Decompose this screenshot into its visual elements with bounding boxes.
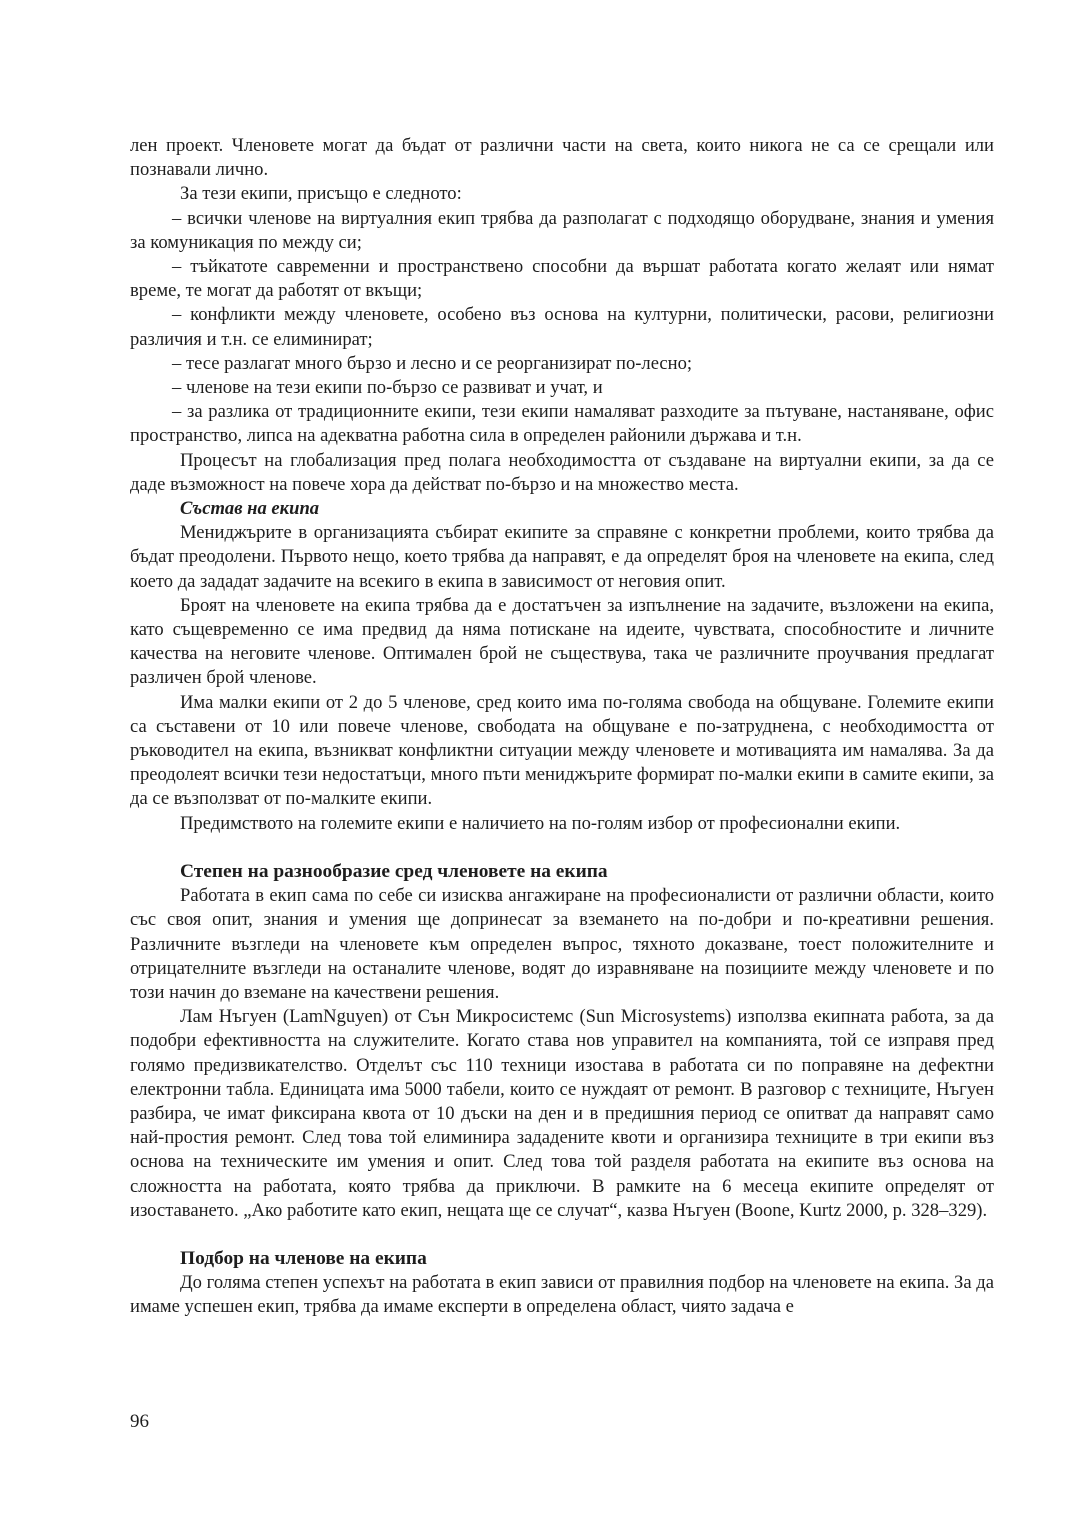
subheading-team-composition: Състав на екипа — [180, 498, 320, 520]
paragraph: Процесът на глобализация пред полага необходимостта от създаване на виртуални екипи, за да се даде възможност на повече хора да действат по-бързо и на множество места. — [130, 449, 994, 495]
list-item: – членове на тези екипи по-бързо се развиват и учат, и — [172, 377, 603, 399]
paragraph: Има малки екипи от 2 до 5 членове, сред които има по-голяма свобода на общуване. Големите екипи са съставени от 10 или повече членове, свободата на общуване е по-затруднена, с необходимостта от ръководител на екипа, възникват конфликтни ситуации между членовете и мотивацията им намалява. За да преодолеят всички тези недостатъци, много пъти мениджърите формират по-малки екипи в самите екипи, за да се възползват от по-малките екипи. — [130, 691, 994, 810]
paragraph: лен проект. Членовете могат да бъдат от различни части на света, които никога не са се срещали или познавали лично. — [130, 135, 994, 181]
paragraph: Мениджърите в организацията събират екипите за справяне с конкретни проблеми, които трябва да бъдат преодолени. Първото нещо, което трябва да направят, е да определят броя на членовете на екипа, след което да зададат задачите на всекиго в екипа в зависимост от неговия опит. — [130, 522, 994, 592]
list-item: – всички членове на виртуалния екип трябва да разполагат с подходящо оборудване, знания и умения за комуникация по между си; — [130, 207, 994, 253]
page-number: 96 — [130, 1411, 149, 1432]
list-item: – тесе разлагат много бързо и лесно и се реорганизират по-лесно; — [172, 352, 693, 374]
paragraph: Предимството на големите екипи е наличието на по-голям избор от професионални екипи. — [180, 812, 901, 834]
list-item: – конфликти между членовете, особено въз основа на културни, политически, расови, религиозни различия и т.н. се елиминират; — [130, 304, 994, 350]
page-body — [130, 134, 994, 1320]
paragraph: Работата в екип сама по себе си изисква ангажиране на професионалисти от различни области, които със своя опит, знания и умения ще допринесат за вземането на по-добри и по-креативни решения. Различните възгледи на членовете към определен въпрос, тяхното доказване, тоест положителните и отрицателните възгледи на останалите членове, водят до изравняване на позициите между членовете и по този начин до вземане на качествени решения. — [130, 885, 994, 1003]
spacer — [130, 1223, 994, 1247]
paragraph: До голяма степен успехът на работата в екип зависи от правилния подбор на членовете на екипа. За да имаме успешен екип, трябва да имаме експерти в определена област, чиято задача е — [130, 1272, 994, 1318]
section-heading-selection: Подбор на членове на екипа — [180, 1247, 427, 1269]
paragraph: Броят на членовете на екипа трябва да е достатъчен за изпълнение на задачите, възложени на екипа, като същевременно се има предвид да няма потискане на идеите, чувствата, способностите и личните качества на неговите членове. Оптимален брой не съществува, така че различните проучвания предлагат различен брой членове. — [130, 594, 994, 689]
list-item: – тъйкатоте савременни и пространствено способни да вършат работата когато желаят или нямат време, те могат да работят от вкъщи; — [130, 256, 994, 302]
section-heading-diversity: Степен на разнообразие сред членовете на екипа — [180, 860, 608, 882]
paragraph: Лам Нъгуен (LamNguyen) от Сън Микросистемс (Sun Microsystems) използва екипната работа, за да подобри ефективността на служителите. Когато става нов управител на компанията, той се изправя пред голямо предизвикателство. Отделът със 110 техници изостава в работата си по поправяне на дефектни електронни табла. Единицата има 5000 табели, които се нуждаят от ремонт. В разговор с техниците, Нъгуен разбира, че имат фиксирана квота от 10 дъски на ден и в предишния период се опитват да направят само най-простия ремонт. След това той елиминира зададените квоти и организира техниците в три екипи въз основа на техническите им умения и опит. След това той разделя работата на екипите въз основа на сложността на работата, която трябва да приключи. В рамките на 6 месеца екипите определят от изоставането. „Ако работите като екип, нещата ще се случат“, казва Нъгуен (Boone, Kurtz 2000, p. 328–329). — [130, 1006, 994, 1221]
spacer — [130, 836, 994, 860]
paragraph: За тези екипи, присъщо е следното: — [180, 183, 462, 205]
list-item: – за разлика от традиционните екипи, тези екипи намаляват разходите за пътуване, настаняване, офис пространство, липса на адекватна работна сила в определен районили държава и т.н. — [130, 401, 994, 447]
